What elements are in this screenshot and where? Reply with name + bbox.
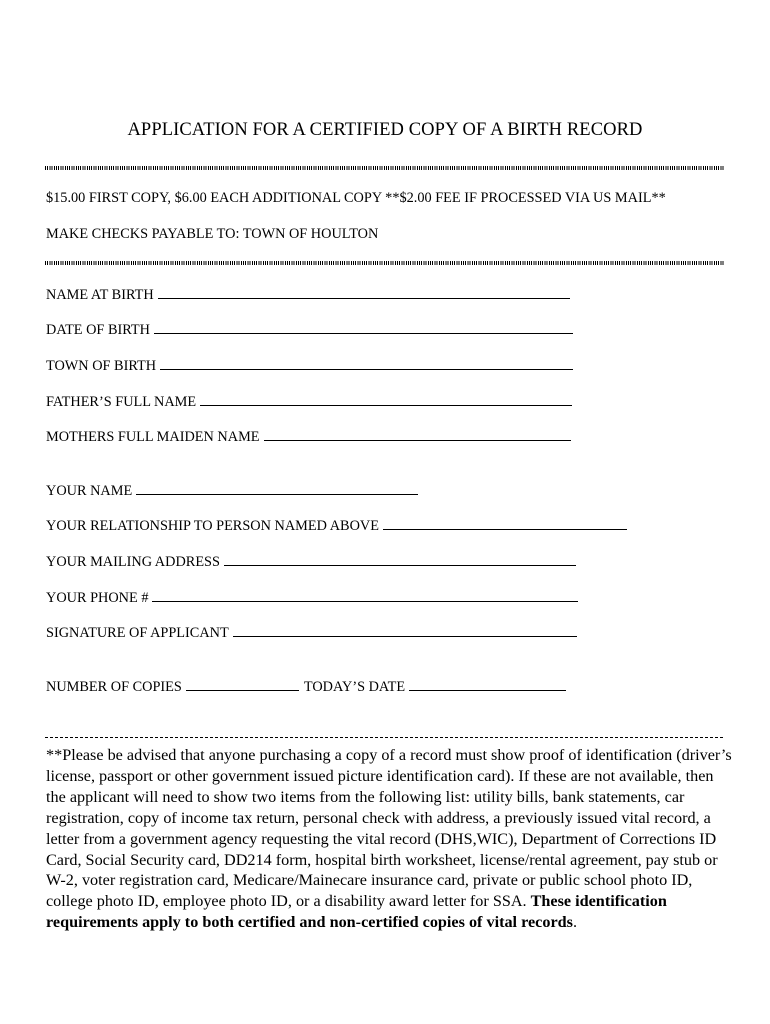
number-of-copies-blank[interactable] <box>186 677 299 691</box>
phone-blank[interactable] <box>152 588 578 602</box>
signature-blank[interactable] <box>233 623 577 637</box>
relationship-field[interactable] <box>46 516 627 535</box>
town-of-birth-field[interactable] <box>46 356 573 375</box>
name-at-birth-blank[interactable] <box>158 285 570 299</box>
relationship-blank[interactable] <box>383 516 627 530</box>
dotted-divider-top <box>45 166 725 170</box>
signature-field[interactable] <box>46 623 577 642</box>
date-of-birth-blank[interactable] <box>154 320 573 334</box>
payable-info: MAKE CHECKS PAYABLE TO: TOWN OF HOULTON <box>46 226 379 242</box>
name-at-birth-label: NAME AT BIRTH <box>46 287 154 303</box>
dotted-divider-bottom <box>45 261 725 265</box>
todays-date-blank[interactable] <box>409 677 566 691</box>
town-of-birth-label: TOWN OF BIRTH <box>46 358 157 374</box>
copies-date-row <box>46 677 566 696</box>
mailing-address-label: YOUR MAILING ADDRESS <box>46 554 220 570</box>
signature-label: SIGNATURE OF APPLICANT <box>46 625 229 641</box>
name-at-birth-field[interactable] <box>46 285 570 304</box>
mothers-maiden-name-label: MOTHERS FULL MAIDEN NAME <box>46 429 260 445</box>
mothers-maiden-name-field[interactable] <box>46 427 571 446</box>
form-title: APPLICATION FOR A CERTIFIED COPY OF A BIRTH RECORD <box>127 120 643 140</box>
id-requirements-notice <box>46 745 736 933</box>
fathers-name-label: FATHER’S FULL NAME <box>46 394 197 410</box>
your-name-field[interactable] <box>46 481 418 500</box>
phone-field[interactable] <box>46 588 578 607</box>
town-of-birth-blank[interactable] <box>160 356 573 370</box>
number-of-copies-label: NUMBER OF COPIES <box>46 679 182 695</box>
fathers-name-field[interactable] <box>46 392 572 411</box>
notice-bold-text: These identification requirements apply to both certified and non-certified copies of vital records <box>46 892 667 932</box>
your-name-label: YOUR NAME <box>46 483 133 499</box>
dashed-divider <box>45 737 725 738</box>
date-of-birth-label: DATE OF BIRTH <box>46 322 150 338</box>
date-of-birth-field[interactable] <box>46 320 573 339</box>
fathers-name-blank[interactable] <box>200 392 572 406</box>
fee-info: $15.00 FIRST COPY, $6.00 EACH ADDITIONAL COPY **$2.00 FEE IF PROCESSED VIA US MAIL** <box>46 190 666 206</box>
todays-date-label: TODAY’S DATE <box>303 679 406 695</box>
your-name-blank[interactable] <box>136 481 418 495</box>
mailing-address-blank[interactable] <box>224 552 576 566</box>
notice-end: . <box>572 913 577 932</box>
mothers-maiden-name-blank[interactable] <box>264 427 571 441</box>
mailing-address-field[interactable] <box>46 552 576 571</box>
notice-text: **Please be advised that anyone purchasing a copy of a record must show proof of identification (driver’s license, passport or other government issued picture identification card). If these are not available, then the applicant will need to show two items from the following list: utility bills, bank statements, car registration, copy of income tax return, personal check with address, a previously issued vital record, a letter from a government agency requesting the vital record (DHS,WIC), Department of Corrections ID Card, Social Security card, DD214 form, hospital birth worksheet, license/rental agreement, pay stub or W-2, voter registration card, Medicare/Mainecare insurance card, private or public school photo ID, college photo ID, employee photo ID, or a disability award letter for SSA. <box>46 746 732 911</box>
phone-label: YOUR PHONE # <box>46 590 149 606</box>
relationship-label: YOUR RELATIONSHIP TO PERSON NAMED ABOVE <box>46 518 379 534</box>
